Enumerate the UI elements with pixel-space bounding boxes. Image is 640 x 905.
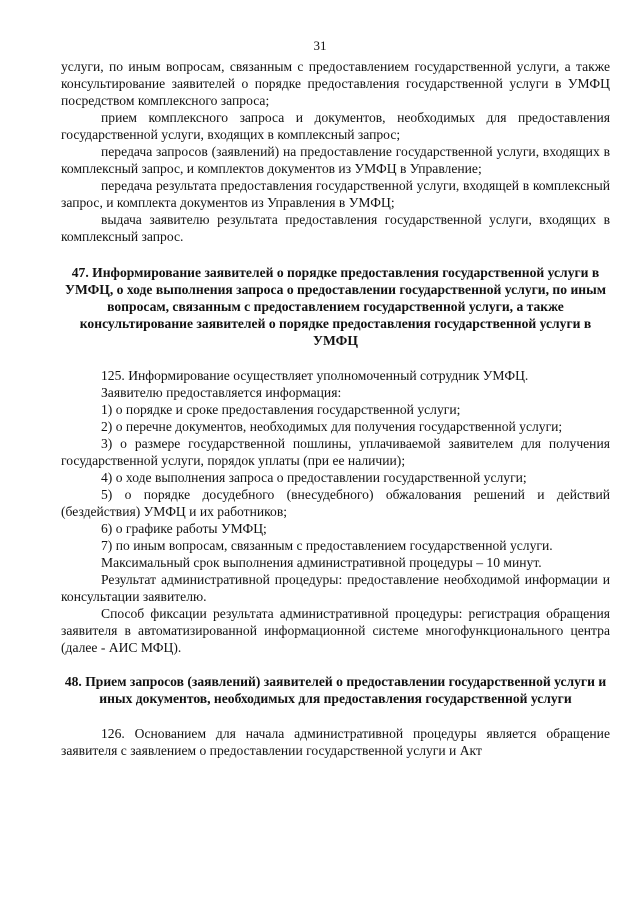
list-item: 1) о порядке и сроке предоставления государственной услуги; <box>101 402 461 417</box>
paragraph: Заявителю предоставляется информация: <box>101 385 342 400</box>
list-item: 4) о ходе выполнения запроса о предоставлении государственной услуги; <box>101 470 527 485</box>
paragraph-126: 126. Основанием для начала административной процедуры является обращение заявителя с заявлением о предоставлении государственной услуги и Акт <box>61 726 610 758</box>
paragraph: передача запросов (заявлений) на предоставление государственной услуги, входящих в комплексный запрос, и комплектов документов из УМФЦ в Управление; <box>61 144 610 176</box>
list-item: 5) о порядке досудебного (внесудебного) обжалования решений и действий (бездействия) УМФЦ и их работников; <box>61 487 610 519</box>
list-item: 6) о графике работы УМФЦ; <box>101 521 267 536</box>
paragraph-125: 125. Информирование осуществляет уполномоченный сотрудник УМФЦ. <box>101 368 529 383</box>
paragraph: услуги, по иным вопросам, связанным с предоставлением государственной услуги, а также консультирование заявителей о порядке предоставления государственной услуги в УМФЦ посредством комплексного запроса; <box>61 59 610 108</box>
section-heading-47: 47. Информирование заявителей о порядке предоставления государственной услуги в УМФЦ, о ходе выполнения запроса о предоставлении государственной услуги, по иным вопросам, связанным с предоставлением государственной услуги, а также консультирование заявителей о порядке предоставления государственной услуги в УМФЦ <box>65 265 606 348</box>
paragraph: передача результата предоставления государственной услуги, входящей в комплексный запрос, и комплекта документов из Управления в УМФЦ; <box>61 178 610 210</box>
section-heading-48: 48. Прием запросов (заявлений) заявителей о предоставлении государственной услуги и иных документов, необходимых для предоставления государственной услуги <box>64 674 607 706</box>
paragraph: Максимальный срок выполнения административной процедуры – 10 минут. <box>101 555 542 570</box>
page-number: 31 <box>313 38 327 53</box>
list-item: 7) по иным вопросам, связанным с предоставлением государственной услуги. <box>101 538 553 553</box>
list-item: 3) о размере государственной пошлины, уплачиваемой заявителем для получения государственной услуги, порядок уплаты (при ее наличии); <box>61 436 610 468</box>
paragraph: Способ фиксации результата административной процедуры: регистрация обращения заявителя в автоматизированной информационной системе многофункционального центра (далее - АИС МФЦ). <box>61 606 610 655</box>
paragraph: Результат административной процедуры: предоставление необходимой информации и консультации заявителю. <box>61 572 610 604</box>
list-item: 2) о перечне документов, необходимых для получения государственной услуги; <box>101 419 563 434</box>
paragraph: выдача заявителю результата предоставления государственной услуги, входящих в комплексный запрос. <box>61 212 610 244</box>
paragraph: прием комплексного запроса и документов, необходимых для предоставления государственной услуги, входящих в комплексный запрос; <box>61 110 610 142</box>
document-body <box>61 58 610 759</box>
